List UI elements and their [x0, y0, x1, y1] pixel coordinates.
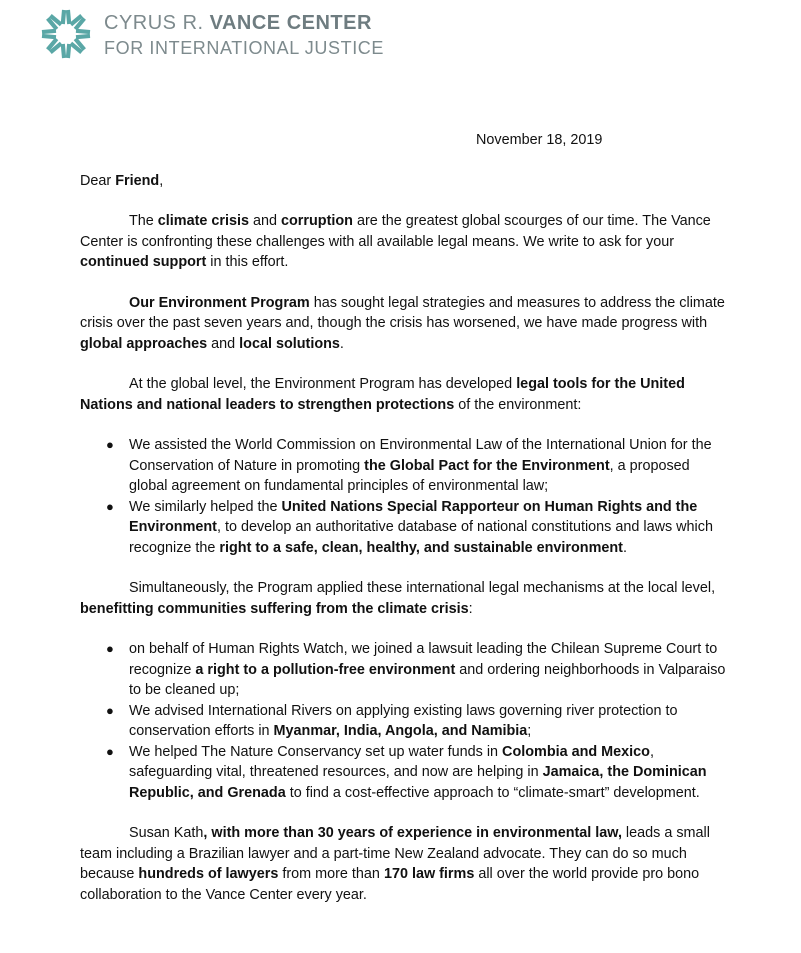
bullet-icon: ● [106, 437, 114, 452]
logo-line-1: CYRUS R. VANCE CENTER [104, 12, 372, 34]
vance-center-logo [40, 8, 385, 60]
paragraph-global-level: At the global level, the Environment Program has developed legal tools for the United Nations and national leaders to strengthen protections of the environment: [80, 376, 685, 413]
letter-date: November 18, 2019 [476, 132, 603, 148]
list-item: ● on behalf of Human Rights Watch, we joined a lawsuit leading the Chilean Supreme Court to recognize a right to a pollution-free environment and ordering neighborhoods in Valparaiso to be cleaned up; [106, 641, 726, 698]
logo-ray [63, 10, 64, 24]
bullet-icon: ● [106, 498, 114, 514]
logo-ray [68, 10, 69, 24]
paragraph-environment-program: Our Environment Program has sought legal strategies and measures to address the climate crisis over the past seven years and, though the crisis has worsened, we have made progress with global approaches and local solutions. [80, 294, 725, 352]
list-item: ● We helped The Nature Conservancy set up water funds in Colombia and Mexico, safeguarding vital, threatened resources, and now are helping in Jamaica, the Dominican Republic, and Grenada to find a cost-effective approach to “climate-smart” development. [106, 743, 707, 801]
bullet-icon: ● [106, 743, 114, 759]
list-item: ● We assisted the World Commission on Environmental Law of the International Union for the Conservation of Nature in promoting the Global Pact for the Environment, a proposed global agreement on fundamental principles of environmental law; [106, 437, 712, 494]
bullet-icon: ● [106, 702, 114, 718]
starburst-logo-icon [40, 8, 92, 60]
paragraph-intro: The climate crisis and corruption are the greatest global scourges of our time. The Vance Center is confronting these challenges with all available legal means. We write to ask for your continued support in this effort. [80, 213, 711, 270]
letter-body [80, 130, 730, 925]
list-item: ● We advised International Rivers on applying existing laws governing river protection to conservation efforts in Myanmar, India, Angola, and Namibia; [106, 702, 678, 739]
logo-ray [68, 44, 69, 58]
bullet-icon: ● [106, 641, 114, 656]
list-item: ● We similarly helped the United Nations Special Rapporteur on Human Rights and the Environment, to develop an authoritative database of national constitutions and laws which recognize the right to a safe, clean, healthy, and sustainable environment. [106, 498, 713, 556]
logo-ray [76, 36, 90, 37]
salutation: Dear Friend, [80, 172, 164, 189]
logo-ray [42, 31, 56, 32]
paragraph-local-level: Simultaneously, the Program applied these international legal mechanisms at the local level, benefitting communities suffering from the climate crisis: [80, 580, 716, 617]
local-bullet-list [80, 639, 730, 803]
paragraph-team: Susan Kath, with more than 30 years of experience in environmental law, leads a small team including a Brazilian lawyer and a part-time New Zealand advocate. They can do so much because hundreds of lawyers from more than 170 law firms all over the world provide pro bono collaboration to the Vance Center every year. [80, 825, 710, 903]
global-bullet-list [80, 435, 730, 558]
logo-ray [42, 36, 56, 37]
logo-ray [63, 44, 64, 58]
logo-ray [76, 31, 90, 32]
logo-line-2: FOR INTERNATIONAL JUSTICE [104, 38, 385, 58]
